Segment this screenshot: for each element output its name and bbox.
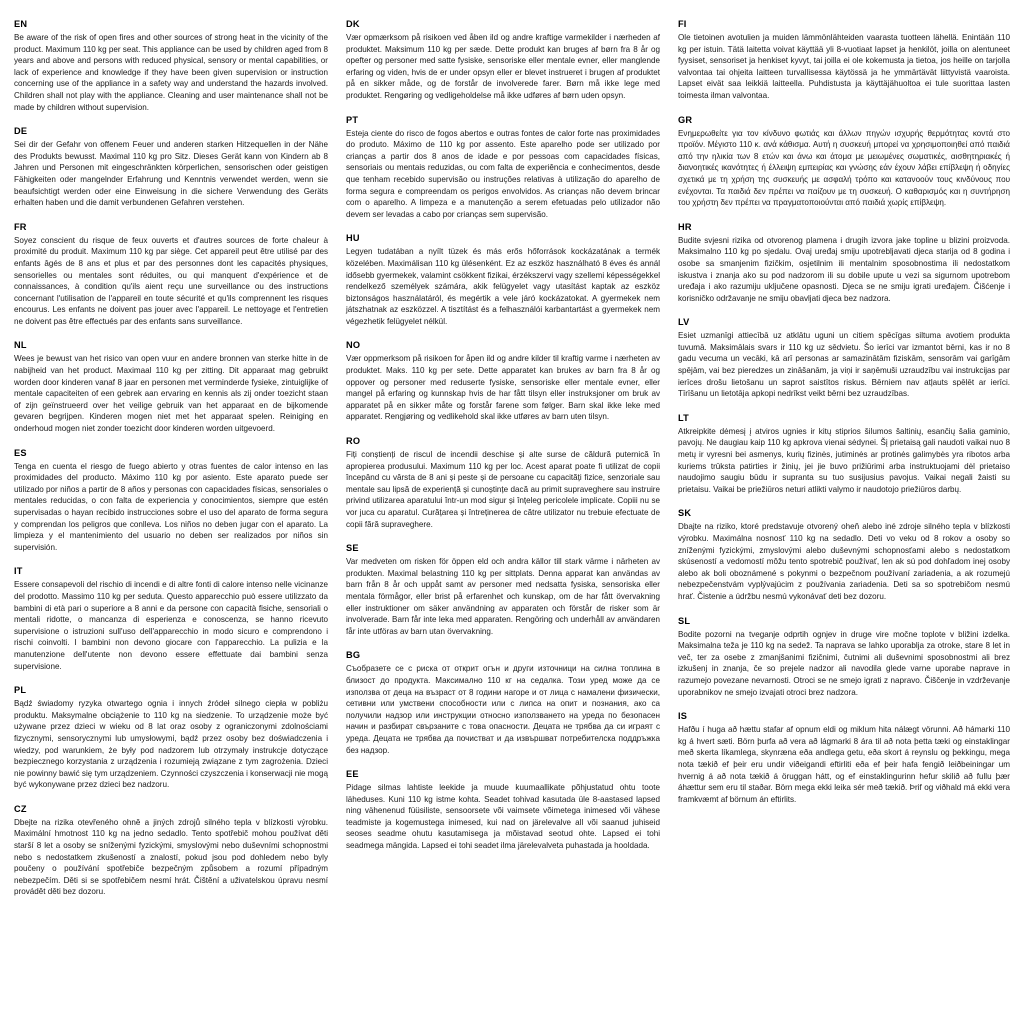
column-2 [346, 18, 678, 1014]
language-text-se: Var medveten om risken för öppen eld och andra källor till stark värme i närheten av produkten. Maximal belastning 110 kg per sittplats. Denna apparat kan användas av barn från 8 år och uppåt samt av personer med nedsatta fysiska, sensoriska eller mentala förmågor, eller brist på erfarenhet och kunskap, om de har fått övervakning eller instruktioner om säker användning av apparaten och förstår de risker som är involverade. Barn får inte leka med apparaten. Rengöring och underhåll av användaren får inte utföras av barn utan övervakning. [346, 557, 660, 636]
language-code-bg: BG [346, 650, 361, 661]
language-code-lv: LV [678, 317, 690, 328]
language-text-nl: Wees je bewust van het risico van open vuur en andere bronnen van sterke hitte in de nabijheid van het product. Maximaal 110 kg per zitting. Dit apparaat mag gebruikt worden door kinderen vanaf 8 jaar en personen met verminderde fysieke, zintuiglijke of mentale capaciteiten of een gebrek aan ervaring en kennis als zij onder toezicht staan of zijn geïnstrueerd over het veilige gebruik van het apparaat en de bijkomende gevaren begrijpen. Kinderen mogen niet met het apparaat spelen. Reiniging en onderhoud mogen niet zonder toezicht door kinderen worden uitgevoerd. [14, 354, 328, 434]
column-3 [678, 18, 1010, 1014]
language-entry-no [346, 339, 660, 423]
language-entry-dk [346, 18, 660, 102]
language-text-no: Vær oppmerksom på risikoen for åpen ild og andre kilder til kraftig varme i nærheten av produktet. Maks. 110 kg per sete. Dette apparatet kan brukes av barn fra 8 år og oppover og personer med reduserte fysiske, sensoriske eller mentale evner, eller mangel på erfaring og kunnskap hvis de har fått tilsyn eller instruksjoner om bruk av apparatet på en sikker måte og forstår farene som følger. Barn skal ikke leke med apparatet. Rengjøring og vedlikehold skal ikke utføres av barn uten tilsyn. [346, 354, 660, 422]
language-entry-ee [346, 768, 660, 852]
language-code-no: NO [346, 340, 361, 351]
language-text-lt: Atkreipkite dėmesį į atviros ugnies ir kitų stiprios šilumos šaltinių, esančių šalia gaminio, pavojų. Ne daugiau kaip 110 kg apkrova vienai sėdynei. Šį prietaisą gali naudoti vaikai nuo 8 metų ir vyresni bei asmenys, kurių fizinės, jutiminės ar protinės galimybės yra ribotos arba kuriems trūksta patirties ir žinių, jei jie buvo prižiūrimi arba instruktuojami dėl prietaiso naudojimo saugiu būdu ir supranta su tuo susijusius pavojus. Vaikai negali žaisti su prietaisu. Vaikai be priežiūros neturi atlikti valymo ir naudotojo priežiūros darbų. [678, 426, 1010, 494]
language-code-nl: NL [14, 340, 27, 351]
language-text-lv: Esiet uzmanīgi attiecībā uz atklātu uguni un citiem spēcīgas siltuma avotiem produkta tuvumā. Maksimālais svars ir 110 kg uz sēdvietu. Šo ierīci var izmantot bērni, kas ir no 8 gadu vecuma un vecāki, kā arī personas ar samazinātām fiziskām, sensorām vai garīgām spējām, vai bez pieredzes un zināšanām, ja viņi ir saņēmuši uzraudzību vai instrukcijas par ierīces drošu lietošanu un saprot saistītos riskus. Bērniem nav atļauts spēlēt ar ierīci. Tīrīšanu un lietotāja apkopi nedrīkst veikt bērni bez uzraudzības. [678, 331, 1010, 399]
language-code-cz: CZ [14, 803, 27, 814]
language-code-lt: LT [678, 412, 689, 423]
language-text-it: Essere consapevoli del rischio di incendi e di altre fonti di calore intenso nelle vicinanze del prodotto. Massimo 110 kg per seduta. Questo apparecchio può essere utilizzato da bambini di età pari o superiore a 8 anni e da persone con capacità fisiche, sensoriali o mentali ridotte, o mancanza di esperienza e conoscenza, se hanno ricevuto supervisione o istruzioni sull'uso dell'apparecchio in modo sicuro e comprendono i rischi coinvolti. I bambini non devono giocare con l'apparecchio. La pulizia e la manutenzione dell'utente non devono essere effettuate dai bambini senza supervisione. [14, 580, 328, 671]
language-text-hu: Legyen tudatában a nyílt tüzek és más erős hőforrások kockázatának a termék közelében. Maximálisan 110 kg ülésenként. Ez az eszköz használható 8 éves és annál idősebb gyermekek, valamint csökkent fizikai, érzékszervi vagy szellemi képességekkel rendelkező személyek számára, akik felügyelet vagy utasítást kaptak az eszköz biztonságos használatáról, és megértik a vele járó kockázatokat. A gyermekek nem játszhatnak az eszközzel. A tisztítást és a felhasználói karbantartást a gyermekek nem végezhetik felügyelet nélkül. [346, 247, 660, 326]
language-entry-hr [678, 221, 1010, 305]
language-code-fi: FI [678, 19, 687, 29]
language-code-it: IT [14, 566, 23, 577]
language-entry-se [346, 542, 660, 637]
language-text-fi: Ole tietoinen avotulien ja muiden lämmönlähteiden vaarasta tuotteen lähellä. Enintään 110 kg per istuin. Tätä laitetta voivat käyttää yli 8-vuotiaat lapset ja henkilöt, joilla on alentuneet fyysiset, sensoriset ja henkiset kyvyt, tai joilla ei ole kokemusta ja tietoa, jos heille on tarjolla valvontaa tai ohjeita laitteen turvallisessa käytössä ja he ymmärtävät liittyvistä vaaroista. Lapset eivät saa leikkiä laitteella. Puhdistusta ja käyttäjähuoltoa ei tule suorittaa lasten toimesta ilman valvontaa. [678, 33, 1010, 100]
language-code-ro: RO [346, 436, 361, 447]
language-entry-fi [678, 18, 1010, 102]
language-code-es: ES [14, 447, 27, 458]
language-entry-pl [14, 684, 328, 791]
language-code-ee: EE [346, 769, 359, 780]
language-entry-ro [346, 435, 660, 530]
language-code-is: IS [678, 711, 688, 722]
language-text-sk: Dbajte na riziko, ktoré predstavuje otvorený oheň alebo iné zdroje silného tepla v blízkosti výrobku. Maximálna nosnosť 110 kg na sedadlo. Deti vo veku od 8 rokov a osoby so zníženými fyzickými, zmyslovými alebo duševnými schopnosťami alebo s nedostatkom skúseností a vedomostí môžu tento spotrebič používať, len ak sú pod dohľadom inej osoby alebo ak boli oboznámené s pokynmi o bezpečnom používaní zariadenia, a ak rozumejú nebezpečenstvám vyplývajúcim z používania zariadenia. Deti sa so spotrebičom nesmú hrať. Čistenie a údržbu nesmú vykonávať deti bez dozoru. [678, 522, 1010, 601]
language-entry-fr [14, 221, 328, 328]
language-entry-sk [678, 507, 1010, 602]
language-text-es: Tenga en cuenta el riesgo de fuego abierto y otras fuentes de calor intenso en las proximidades del producto. Máximo 110 kg por asiento. Este aparato puede ser utilizado por niños a partir de 8 años y personas con capacidades físicas, sensoriales o mentales reducidas, o con falta de experiencia y conocimientos, siempre que estén supervisadas o hayan recibido instrucciones sobre el uso del aparato de forma segura y comprendan los peligros que conlleva. Los niños no deben jugar con el aparato. La limpieza y el mantenimiento del usuario no deben ser realizados por niños sin supervisión. [14, 461, 328, 552]
language-text-pl: Bądź świadomy ryzyka otwartego ognia i innych źródeł silnego ciepła w pobliżu produktu. Maksymalne obciążenie to 110 kg na siedzenie. To urządzenie może być używane przez dzieci w wieku od 8 lat oraz osoby z ograniczonymi zdolnościami fizycznymi, sensorycznymi lub umysłowymi, bądź przez osoby bez doświadczenia i wiedzy, pod warunkiem, że były pod nadzorem lub otrzymały instrukcje dotyczące bezpiecznego korzystania z urządzenia i rozumieją związane z tym zagrożenia. Dzieci nie powinny bawić się tym urządzeniem. Czynności czyszczenia i konserwacji nie mogą być wykonywane przez dzieci bez nadzoru. [14, 699, 328, 790]
language-text-sl: Bodite pozorni na tveganje odprtih ognjev in druge vire močne toplote v bližini izdelka. Maksimalna teža je 110 kg na sedež. Ta naprava se lahko uporablja za otroke, stare 8 let in več, ter za osebe z zmanjšanimi fizičnimi, čutnimi ali duševnimi sposobnostmi ali brez izkušenj in znanja, če so prejele nadzor ali navodila glede varne uporabe naprave in razumejo povezane nevarnosti. Otroci se ne smejo igrati z napravo. Čiščenje in vzdrževanje uporabnikov ne smejo izvajati otroci brez nadzora. [678, 629, 1010, 697]
language-text-pt: Esteja ciente do risco de fogos abertos e outras fontes de calor forte nas proximidades do produto. Máximo de 110 kg por assento. Este aparelho pode ser utilizado por crianças a partir dos 8 anos de idade e por pessoas com capacidades físicas, sensoriais ou mentais reduzidas, ou com falta de experiência e conhecimentos, desde que tenham recebido supervisão ou instruções relativas à utilização do aparelho de forma segura e compreendam os perigos envolvidos. As crianças não devem brincar com o aparelho. A limpeza e a manutenção a serem efetuadas pelo utilizador não devem ser levadas a cabo por crianças sem supervisão. [346, 128, 660, 219]
language-text-fr: Soyez conscient du risque de feux ouverts et d'autres sources de forte chaleur à proximité du produit. Maximum 110 kg par siège. Cet appareil peut être utilisé par des enfants âgés de 8 ans et plus et par des personnes dont les capacités physiques, sensorielles ou mentales sont réduites, ou qui manquent d'expérience et de connaissances, à condition qu'ils aient reçu une surveillance ou des instructions concernant l'utilisation de l'appareil en toute sécurité et qu'ils comprennent les risques encourus. Les enfants ne doivent pas jouer avec l'appareil. Le nettoyage et l'entretien ne doivent pas être effectués par des enfants sans surveillance. [14, 235, 328, 326]
language-text-dk: Vær opmærksom på risikoen ved åben ild og andre kraftige varmekilder i nærheden af produktet. Maksimum 110 kg per sæde. Dette produkt kan bruges af børn fra 8 år og opefter og personer med satte fysiske, sensoriske eller mentale evner, eller manglende erfaring og viden, hvis de er under opsyn eller er blevet instrueret i brugen af produktet på en sikker måde, og de forstår de involverede farer. Børn må ikke lege med produktet. Rengøring og vedligeholdelse må ikke udføres af børn uden opsyn. [346, 33, 660, 100]
language-text-ee: Pidage silmas lahtiste leekide ja muude kuumaallikate põhjustatud ohtu toote läheduses. Kuni 110 kg istme kohta. Seadet tohivad kasutada üle 8-aastased lapsed ning vähenenud füüsiliste, sensoorsete või vaimsete võimetega inimesed või vähese teadmiste ja kogemustega inimesed, kui nad on järelevalve all või saanud juhiseid seoses seadme ohutu kasutamisega ja mõistavad seotud ohte. Lapsed ei tohi seadmega mängida. Lapsed ei tohi seadet ilma järelevalveta puhastada ja hooldada. [346, 783, 660, 851]
language-entry-lv [678, 316, 1010, 400]
language-entry-it [14, 565, 328, 672]
language-code-de: DE [14, 126, 28, 137]
language-entry-pt [346, 114, 660, 221]
language-text-bg: Съобразете се с риска от открит огън и други източници на силна топлина в близост до продукта. Максимално 110 кг на седалка. Този уред може да се използва от деца на възраст от 8 години нагоре и от лица с намалени физически, сетивни или умствени способности или с липса на опит и познания, ако са получили надзор или инструкции относно използването на уреда по безопасен начин и разбират свързаните с това опасности. Децата не трябва да си играят с уреда. Децата не трябва да почистват и да извършват потребителска поддръжка без надзор. [346, 664, 660, 755]
language-entry-de [14, 125, 328, 209]
language-code-hu: HU [346, 233, 360, 244]
language-entry-gr [678, 114, 1010, 209]
language-code-se: SE [346, 543, 359, 554]
language-text-de: Sei dir der Gefahr von offenem Feuer und anderen starken Hitzequellen in der Nähe des Produkts bewusst. Maximal 110 kg pro Sitz. Dieses Gerät kann von Kindern ab 8 Jahren und Personen mit eingeschränkten körperlichen, sensorischen oder geistigen Fähigkeiten oder mangelnder Erfahrung und Kenntnis verwendet werden, wenn sie beaufsichtigt werden oder eine Einweisung in die sichere Verwendung des Geräts erhalten haben und die damit verbundenen Gefahren verstehen. [14, 140, 328, 208]
language-code-sk: SK [678, 508, 692, 519]
language-entry-is [678, 710, 1010, 805]
language-entry-es [14, 447, 328, 554]
language-code-dk: DK [346, 19, 360, 29]
language-entry-nl [14, 339, 328, 434]
language-code-sl: SL [678, 615, 691, 626]
language-text-ro: Fiți conștienți de riscul de incendii deschise și alte surse de căldură puternică în apropierea produsului. Maximum 110 kg per loc. Acest aparat poate fi utilizat de copii începând cu vârsta de 8 ani și peste și de persoane cu capacități fizice, senzoriale sau mentale sau lipsă de experiență și cunoștințe dacă au primit supraveghere sau instruire privind utilizarea aparatului într-un mod sigur și înțeleg pericolele implicate. Copiii nu se vor juca cu aparatul. Curățarea și întreținerea de către utilizator nu trebuie efectuate de copii fără supraveghere. [346, 450, 660, 529]
column-1 [14, 18, 346, 1014]
language-code-gr: GR [678, 114, 693, 125]
language-entry-lt [678, 412, 1010, 496]
language-code-fr: FR [14, 221, 27, 232]
language-entry-hu [346, 232, 660, 327]
language-code-pl: PL [14, 685, 27, 696]
language-entry-sl [678, 615, 1010, 699]
language-code-hr: HR [678, 221, 692, 232]
language-code-en: EN [14, 19, 28, 29]
language-text-is: Hafðu í huga að hættu stafar af opnum eldi og miklum hita nálægt vörunni. Að hámarki 110 kg á hvert sæti. Börn þurfa að vera að lágmarki 8 ára til að nota þetta tæki og einstaklingar með skerta líkamlega, skynræna eða andlega getu, eða skort á reynslu og þekkingu, mega nota tækið ef þeir eru undir viðeigandi eftirliti eða ef þeir hafa fengið leiðbeiningar um hvernig á að nota tækið á öruggan hátt, og ef einstaklingurinn hefur skilið að fullu þær áhættur sem eru til staðar. Börn mega ekki leika sér með tækið. Þrif og viðhald má ekki vera framkvæmt af börnum án eftirlits. [678, 725, 1010, 804]
language-text-hr: Budite svjesni rizika od otvorenog plamena i drugih izvora jake topline u blizini proizvoda. Maksimalno 110 kg po sjedalu. Ovaj uređaj smiju upotrebljavati djeca starija od 8 godina i osobe sa smanjenim fizičkim, osjetilnim ili mentalnim sposobnostima ili nedostatkom iskustva i znanja ako su pod nadzorom ili su dobile upute u vezi sa sigurnom upotrebom uređaja i ako razumiju uključene opasnosti. Djeca se ne smiju igrati uređajem. Čišćenje i korisničko održavanje ne smiju obavljati djeca bez nadzora. [678, 235, 1010, 303]
language-text-cz: Dbejte na rizika otevřeného ohně a jiných zdrojů silného tepla v blízkosti výrobku. Maximální hmotnost 110 kg na jedno sedadlo. Tento spotřebič mohou používat děti starší 8 let a osoby se sníženými fyzickými, smyslovými nebo duševními schopnostmi nebo s nedostatkem zkušeností a znalostí, pokud jsou pod dohledem nebo byly poučeny o používání spotřebiče bezpečným způsobem a rozumí případným nebezpečím. Děti si se spotřebičem nesmí hrát. Čištění a uživatelskou úpravu nesmí provádět děti bez dozoru. [14, 817, 328, 897]
language-text-gr: Ενημερωθείτε για τον κίνδυνο φωτιάς και άλλων πηγών ισχυρής θερμότητας κοντά στο προϊόν. Μέγιστο 110 κ. ανά κάθισμα. Αυτή η συσκευή μπορεί να χρησιμοποιηθεί από παιδιά από την ηλικία των 8 ετών και άνω και άτομα με μειωμένες σωματικές, αισθητηριακές ή διανοητικές ικανότητες ή έλλειψη εμπειρίας και γνώσης εάν έχουν λάβει επίβλεψη ή οδηγίες σχετικά με τη χρήση της συσκευής με ασφαλή τρόπο και κατανοούν τους κινδύνους που ενέχονται. Τα παιδιά δεν πρέπει να παίζουν με τη συσκευή. Ο καθαρισμός και η συντήρηση του χρήστη δεν πρέπει να πραγματοποιούνται από παιδιά χωρίς επίβλεψη. [678, 128, 1010, 208]
language-text-en: Be aware of the risk of open fires and other sources of strong heat in the vicinity of the product. Maximum 110 kg per seat. This appliance can be used by children aged from 8 years and above and persons with reduced physical, sensory or mental capabilities, or lack of experience and knowledge if they have been given supervision or instruction concerning use of the appliance in a safety way and understand the hazards involved. Children shall not play with the appliance. Cleaning and user maintenance shall not be made by children without supervision. [14, 33, 328, 112]
language-entry-en [14, 18, 328, 113]
language-code-pt: PT [346, 114, 359, 125]
language-entry-bg [346, 649, 660, 756]
language-entry-cz [14, 803, 328, 898]
